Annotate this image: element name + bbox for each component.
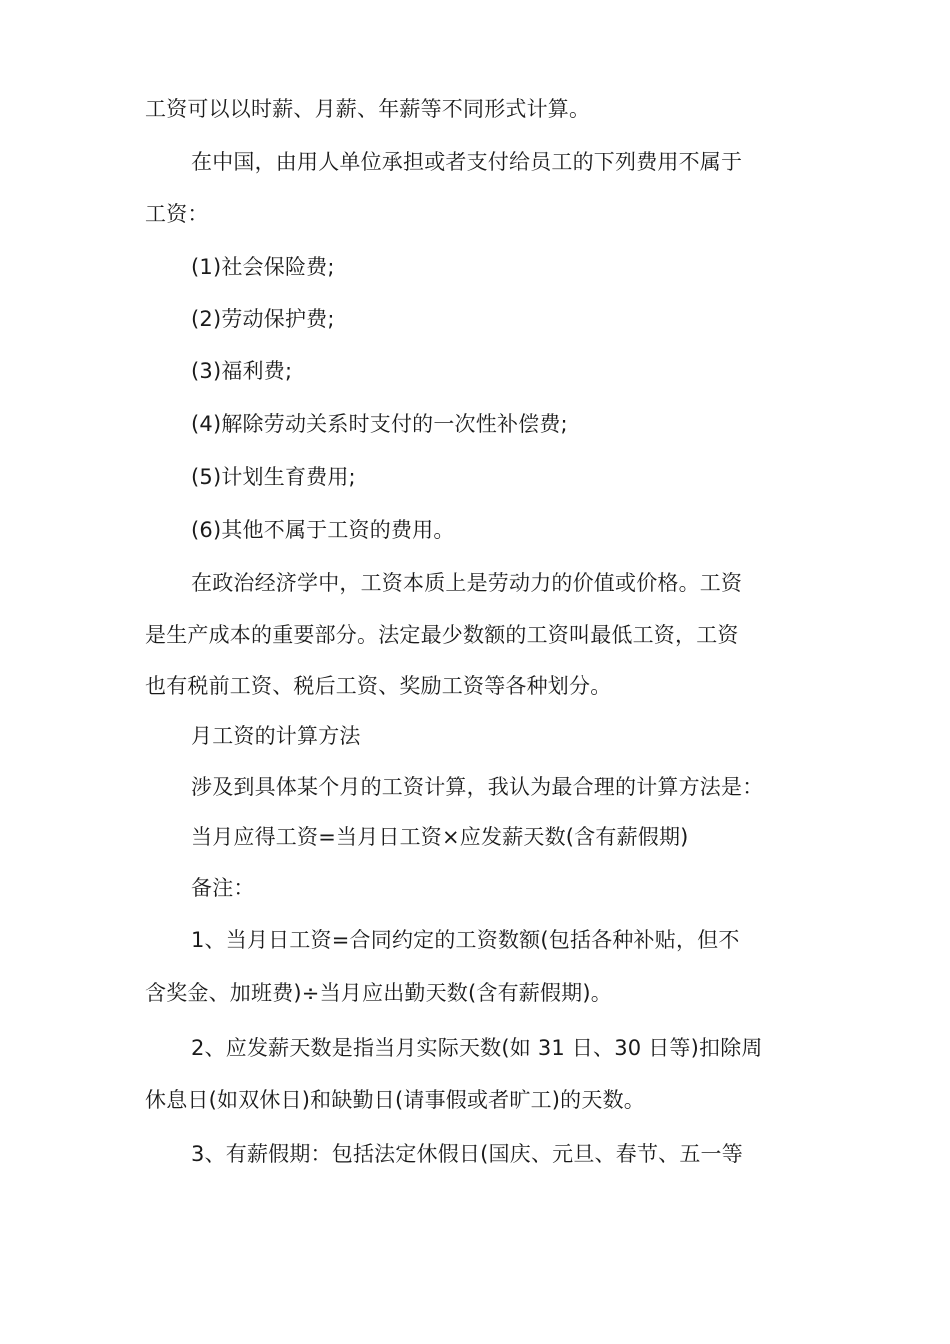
list-item: (6)其他不属于工资的费用。 (191, 518, 455, 542)
text-line: 是生产成本的重要部分。法定最少数额的工资叫最低工资，工资 (145, 623, 739, 647)
list-item: (2)劳动保护费; (191, 307, 335, 331)
formula-line: 当月应得工资=当月日工资×应发薪天数(含有薪假期) (191, 825, 689, 849)
text-line: 涉及到具体某个月的工资计算，我认为最合理的计算方法是： (191, 775, 764, 799)
list-item: (3)福利费; (191, 359, 293, 383)
list-item: (1)社会保险费; (191, 255, 335, 279)
note-item: 1、当月日工资=合同约定的工资数额(包括各种补贴，但不 (191, 928, 740, 952)
text-line: 工资可以以时薪、月薪、年薪等不同形式计算。 (145, 97, 591, 121)
text-line: 在中国，由用人单位承担或者支付给员工的下列费用不属于 (191, 150, 743, 174)
list-item: (5)计划生育费用; (191, 465, 356, 489)
section-heading: 月工资的计算方法 (191, 724, 361, 748)
note-heading: 备注： (191, 876, 255, 900)
text-line: 含奖金、加班费)÷当月应出勤天数(含有薪假期)。 (145, 981, 612, 1005)
text-line: 在政治经济学中，工资本质上是劳动力的价值或价格。工资 (191, 571, 743, 595)
text-line: 也有税前工资、税后工资、奖励工资等各种划分。 (145, 674, 612, 698)
list-item: (4)解除劳动关系时支付的一次性补偿费; (191, 412, 568, 436)
text-line: 工资： (145, 202, 209, 226)
text-line: 休息日(如双休日)和缺勤日(请事假或者旷工)的天数。 (145, 1088, 645, 1112)
note-item: 3、有薪假期：包括法定休假日(国庆、元旦、春节、五一等 (191, 1142, 743, 1166)
note-item: 2、应发薪天数是指当月实际天数(如 31 日、30 日等)扣除周 (191, 1036, 763, 1060)
